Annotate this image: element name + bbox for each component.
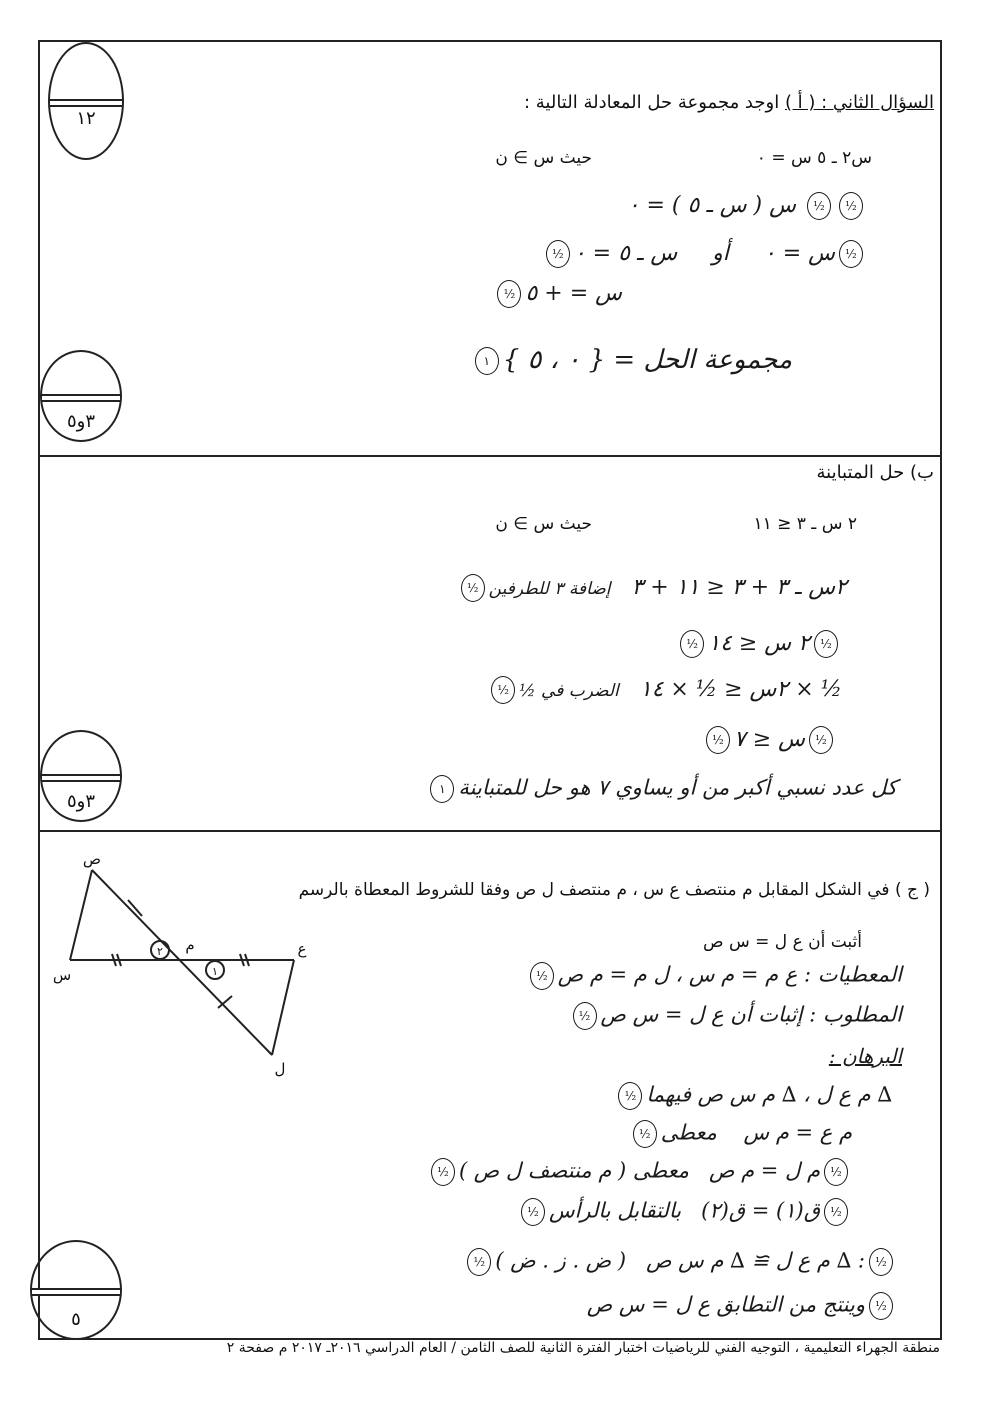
label-s-top: ص: [82, 850, 102, 868]
qc-p3: ½م ل = م ص معطى ( م منتصف ل ص )½: [427, 1158, 852, 1186]
q2-header: [524, 92, 934, 113]
qb-step3: ½ × ٢س ≤ ½ × ١٤ الضرب في ½½: [487, 676, 842, 704]
qc-title: ( ج ) في الشكل المقابل م منتصف ع س ، م منتصف ل ص وفقا للشروط المعطاة بالرسم: [298, 880, 930, 900]
qc-given: المعطيات : ع م = م س ، ل م = م ص½: [526, 962, 902, 990]
page-footer: منطقة الجهراء التعليمية ، التوجيه الفني للرياضيات اختبار الفترة الثانية للصف الثامن / العام الدراسي ٢٠١٦ـ ٢٠١٧ م صفحة ٢: [226, 1340, 940, 1356]
qc-required: المطلوب : إثبات أن ع ل = س ص½: [569, 1002, 903, 1030]
q2-title: السؤال الثاني : ( أ ): [784, 92, 934, 113]
side-a-l: [272, 960, 294, 1055]
side-s-s: [70, 870, 92, 960]
score-circle-a: ٣و٥: [40, 350, 122, 442]
q2-step2: ½س = ٠ أو س ـ ٥ = ٠½: [542, 240, 867, 268]
qc-p4: ½ق(١) = ق(٢) بالتقابل بالرأس½: [517, 1198, 852, 1226]
label-s-left: س: [52, 966, 72, 984]
section-divider: [38, 830, 942, 832]
score-circle-b: ٣و٥: [40, 730, 122, 822]
label-ang1: ١: [212, 965, 218, 978]
qb-inequality: ٢ س ـ ٣ ≤ ١١: [753, 514, 857, 534]
qc-p2: م ع = م س معطى½: [629, 1120, 852, 1148]
section-divider: [38, 455, 942, 457]
qc-prove: أثبت أن ع ل = س ص: [703, 932, 862, 952]
qb-domain: حيث س ∋ ن: [495, 514, 592, 534]
qb-step1: ٢س ـ ٣ + ٣ ≤ ١١ + ٣ إضافة ٣ للطرفين½: [457, 574, 847, 602]
score-circle-c: ٥: [30, 1240, 122, 1340]
qb-step2: ½٢ س ≤ ١٤½: [676, 630, 842, 658]
qb-title: ب) حل المتباينة: [816, 462, 934, 483]
q2-step3: س = + ٥½: [493, 280, 622, 308]
qc-p1: ∆ م ع ل ، ∆ م س ص فيهما½: [614, 1082, 892, 1110]
q2-solution: مجموعة الحل = { ٠ ، ٥ }١: [471, 345, 792, 375]
label-ang2: ٢: [157, 945, 163, 958]
qc-p6: ½وينتج من التطابق ع ل = س ص: [587, 1292, 897, 1320]
label-m: م: [185, 936, 195, 954]
qb-conclusion: كل عدد نسبي أكبر من أو يساوي ٧ هو حل للمتباينة١: [426, 775, 897, 803]
qc-p5: ½: ∆ م ع ل ≅ ∆ م س ص ( ض . ز . ض )½: [463, 1248, 897, 1276]
score-circle-total: ١٢: [48, 42, 124, 160]
triangle-figure: [40, 850, 330, 1090]
label-a: ع: [297, 940, 307, 958]
q2-domain: حيث س ∋ ن: [495, 148, 592, 168]
qb-step4: ½س ≤ ٧½: [702, 726, 837, 754]
q2-prompt: اوجد مجموعة حل المعادلة التالية :: [523, 92, 780, 113]
label-l: ل: [274, 1060, 286, 1078]
qc-proof-label: البرهان :: [828, 1044, 902, 1068]
q2-equation: س٢ ـ ٥ س = ٠: [756, 148, 872, 168]
q2-step1: ½½ س ( س ـ ٥ ) = ٠: [628, 192, 867, 220]
